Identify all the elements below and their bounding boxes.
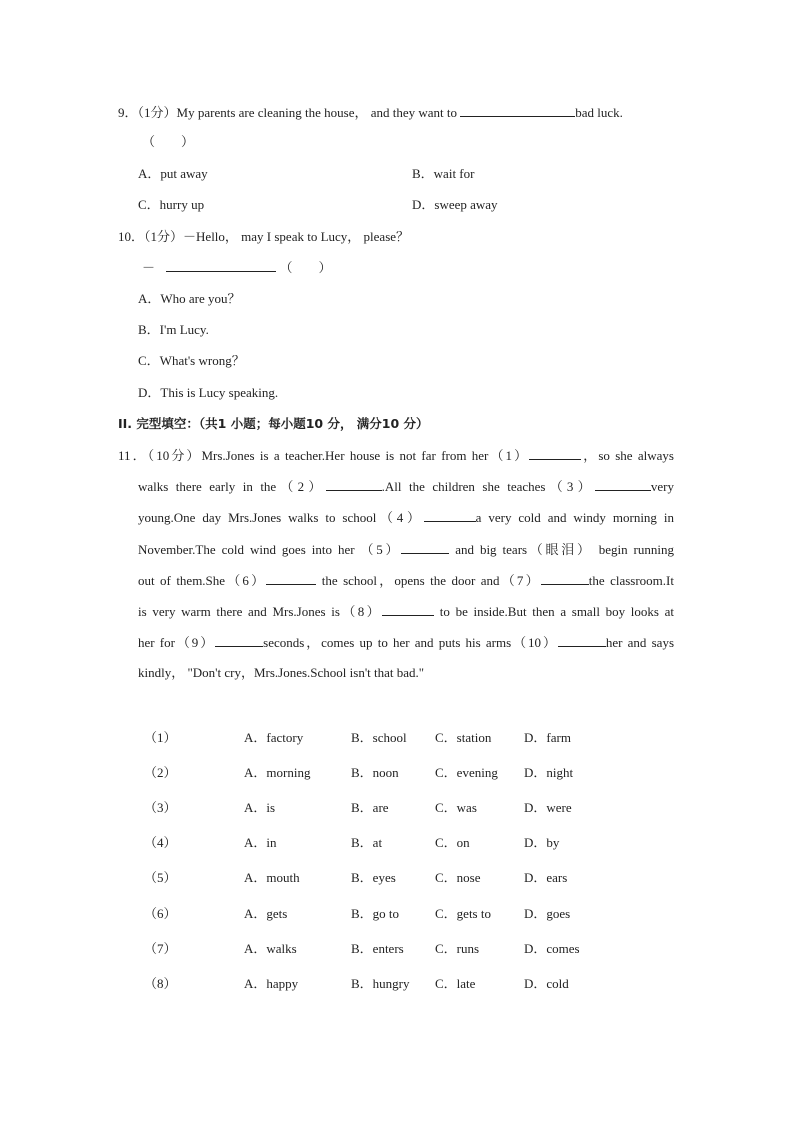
option-a[interactable]: A．gets bbox=[244, 906, 288, 921]
option-c[interactable]: C．hurry up bbox=[138, 197, 205, 212]
question-points: （1分） bbox=[137, 105, 177, 120]
passage-line-1: 11．（10分）Mrs.Jones is a teacher.Her house is not far from her（1） ，so she always bbox=[118, 448, 674, 463]
dash: － bbox=[142, 260, 156, 275]
question-text: －Hello， may I speak to Lucy， please？ bbox=[183, 229, 410, 244]
option-d[interactable]: D．farm bbox=[524, 730, 571, 745]
option-c[interactable]: C．station bbox=[435, 730, 492, 745]
option-a[interactable]: A．factory bbox=[244, 730, 304, 745]
option-b[interactable]: B．at bbox=[351, 835, 383, 850]
option-c[interactable]: C．evening bbox=[435, 765, 498, 780]
option-d[interactable]: D．were bbox=[524, 800, 572, 815]
question-points: （1分） bbox=[144, 229, 184, 244]
option-b[interactable]: B．enters bbox=[351, 941, 404, 956]
option-c[interactable]: C．runs bbox=[435, 941, 480, 956]
passage-line-4: November.The cold wind goes into her （5） and big tears（眼泪） begin running bbox=[138, 542, 674, 557]
option-d[interactable]: D．comes bbox=[524, 941, 580, 956]
option-d[interactable]: D．sweep away bbox=[412, 197, 498, 212]
passage-line-2: walks there early in the（2） .All the children she teaches（3） very bbox=[138, 479, 674, 494]
passage-line-8: kindly， "Don't cry，Mrs.Jones.School isn't that bad." bbox=[138, 665, 425, 680]
answer-line bbox=[142, 258, 332, 277]
passage-line-3: young.One day Mrs.Jones walks to school（4） a very cold and windy morning in bbox=[138, 510, 674, 525]
option-c[interactable]: C．was bbox=[435, 800, 477, 815]
option-c[interactable]: C．nose bbox=[435, 870, 481, 885]
option-a[interactable]: A．Who are you？ bbox=[138, 291, 241, 306]
option-d[interactable]: D．This is Lucy speaking. bbox=[138, 385, 279, 400]
passage-line-7: her for（9） seconds，comes up to her and puts his arms（10） her and says bbox=[138, 635, 674, 650]
question-10 bbox=[118, 228, 409, 246]
option-c[interactable]: C．late bbox=[435, 976, 476, 991]
option-d[interactable]: D．by bbox=[524, 835, 560, 850]
option-b[interactable]: B．wait for bbox=[412, 166, 475, 181]
answer-paren[interactable]: （ ） bbox=[279, 260, 332, 275]
question-number: 10． bbox=[118, 229, 145, 244]
option-b[interactable]: B．I'm Lucy. bbox=[138, 322, 209, 337]
option-c[interactable]: C．on bbox=[435, 835, 470, 850]
blank-number: （8） bbox=[144, 976, 177, 991]
question-9 bbox=[118, 103, 623, 122]
passage-line-6: is very warm there and Mrs.Jones is（8） to be inside.But then a small boy looks at bbox=[138, 604, 674, 619]
blank-number: （3） bbox=[144, 800, 177, 815]
blank-number: （5） bbox=[144, 870, 177, 885]
option-c[interactable]: C．What's wrong？ bbox=[138, 353, 245, 368]
blank-number: （4） bbox=[144, 835, 177, 850]
option-b[interactable]: B．go to bbox=[351, 906, 400, 921]
option-a[interactable]: A．walks bbox=[244, 941, 297, 956]
option-b[interactable]: B．hungry bbox=[351, 976, 410, 991]
answer-paren[interactable]: （ ） bbox=[142, 134, 195, 149]
passage-line-5: out of them.She（6） the school，opens the door and（7） the classroom.It bbox=[138, 573, 674, 588]
option-b[interactable]: B．noon bbox=[351, 765, 399, 780]
option-a[interactable]: A．mouth bbox=[244, 870, 300, 885]
question-text: My parents are cleaning the house， and they want to bbox=[176, 105, 461, 120]
option-b[interactable]: B．school bbox=[351, 730, 407, 745]
option-d[interactable]: D．night bbox=[524, 765, 574, 780]
blank-number: （7） bbox=[144, 941, 177, 956]
question-text-after: bad luck. bbox=[575, 105, 623, 120]
option-b[interactable]: B．eyes bbox=[351, 870, 396, 885]
option-d[interactable]: D．goes bbox=[524, 906, 571, 921]
blank-number: （6） bbox=[144, 906, 177, 921]
option-c[interactable]: C．gets to bbox=[435, 906, 491, 921]
blank-number: （2） bbox=[144, 765, 177, 780]
option-b[interactable]: B．are bbox=[351, 800, 389, 815]
section-heading: II. 完型填空：（共1 小题；每小题10 分， 满分10 分） bbox=[118, 416, 429, 431]
option-a[interactable]: A．morning bbox=[244, 765, 311, 780]
question-number: 9． bbox=[118, 105, 138, 120]
answer-blank[interactable] bbox=[166, 258, 276, 272]
option-a[interactable]: A．in bbox=[244, 835, 277, 850]
option-a[interactable]: A．is bbox=[244, 800, 276, 815]
option-d[interactable]: D．ears bbox=[524, 870, 568, 885]
option-d[interactable]: D．cold bbox=[524, 976, 569, 991]
answer-blank[interactable] bbox=[460, 103, 575, 117]
option-a[interactable]: A．happy bbox=[244, 976, 299, 991]
blank-number: （1） bbox=[144, 730, 177, 745]
option-a[interactable]: A．put away bbox=[138, 166, 208, 181]
